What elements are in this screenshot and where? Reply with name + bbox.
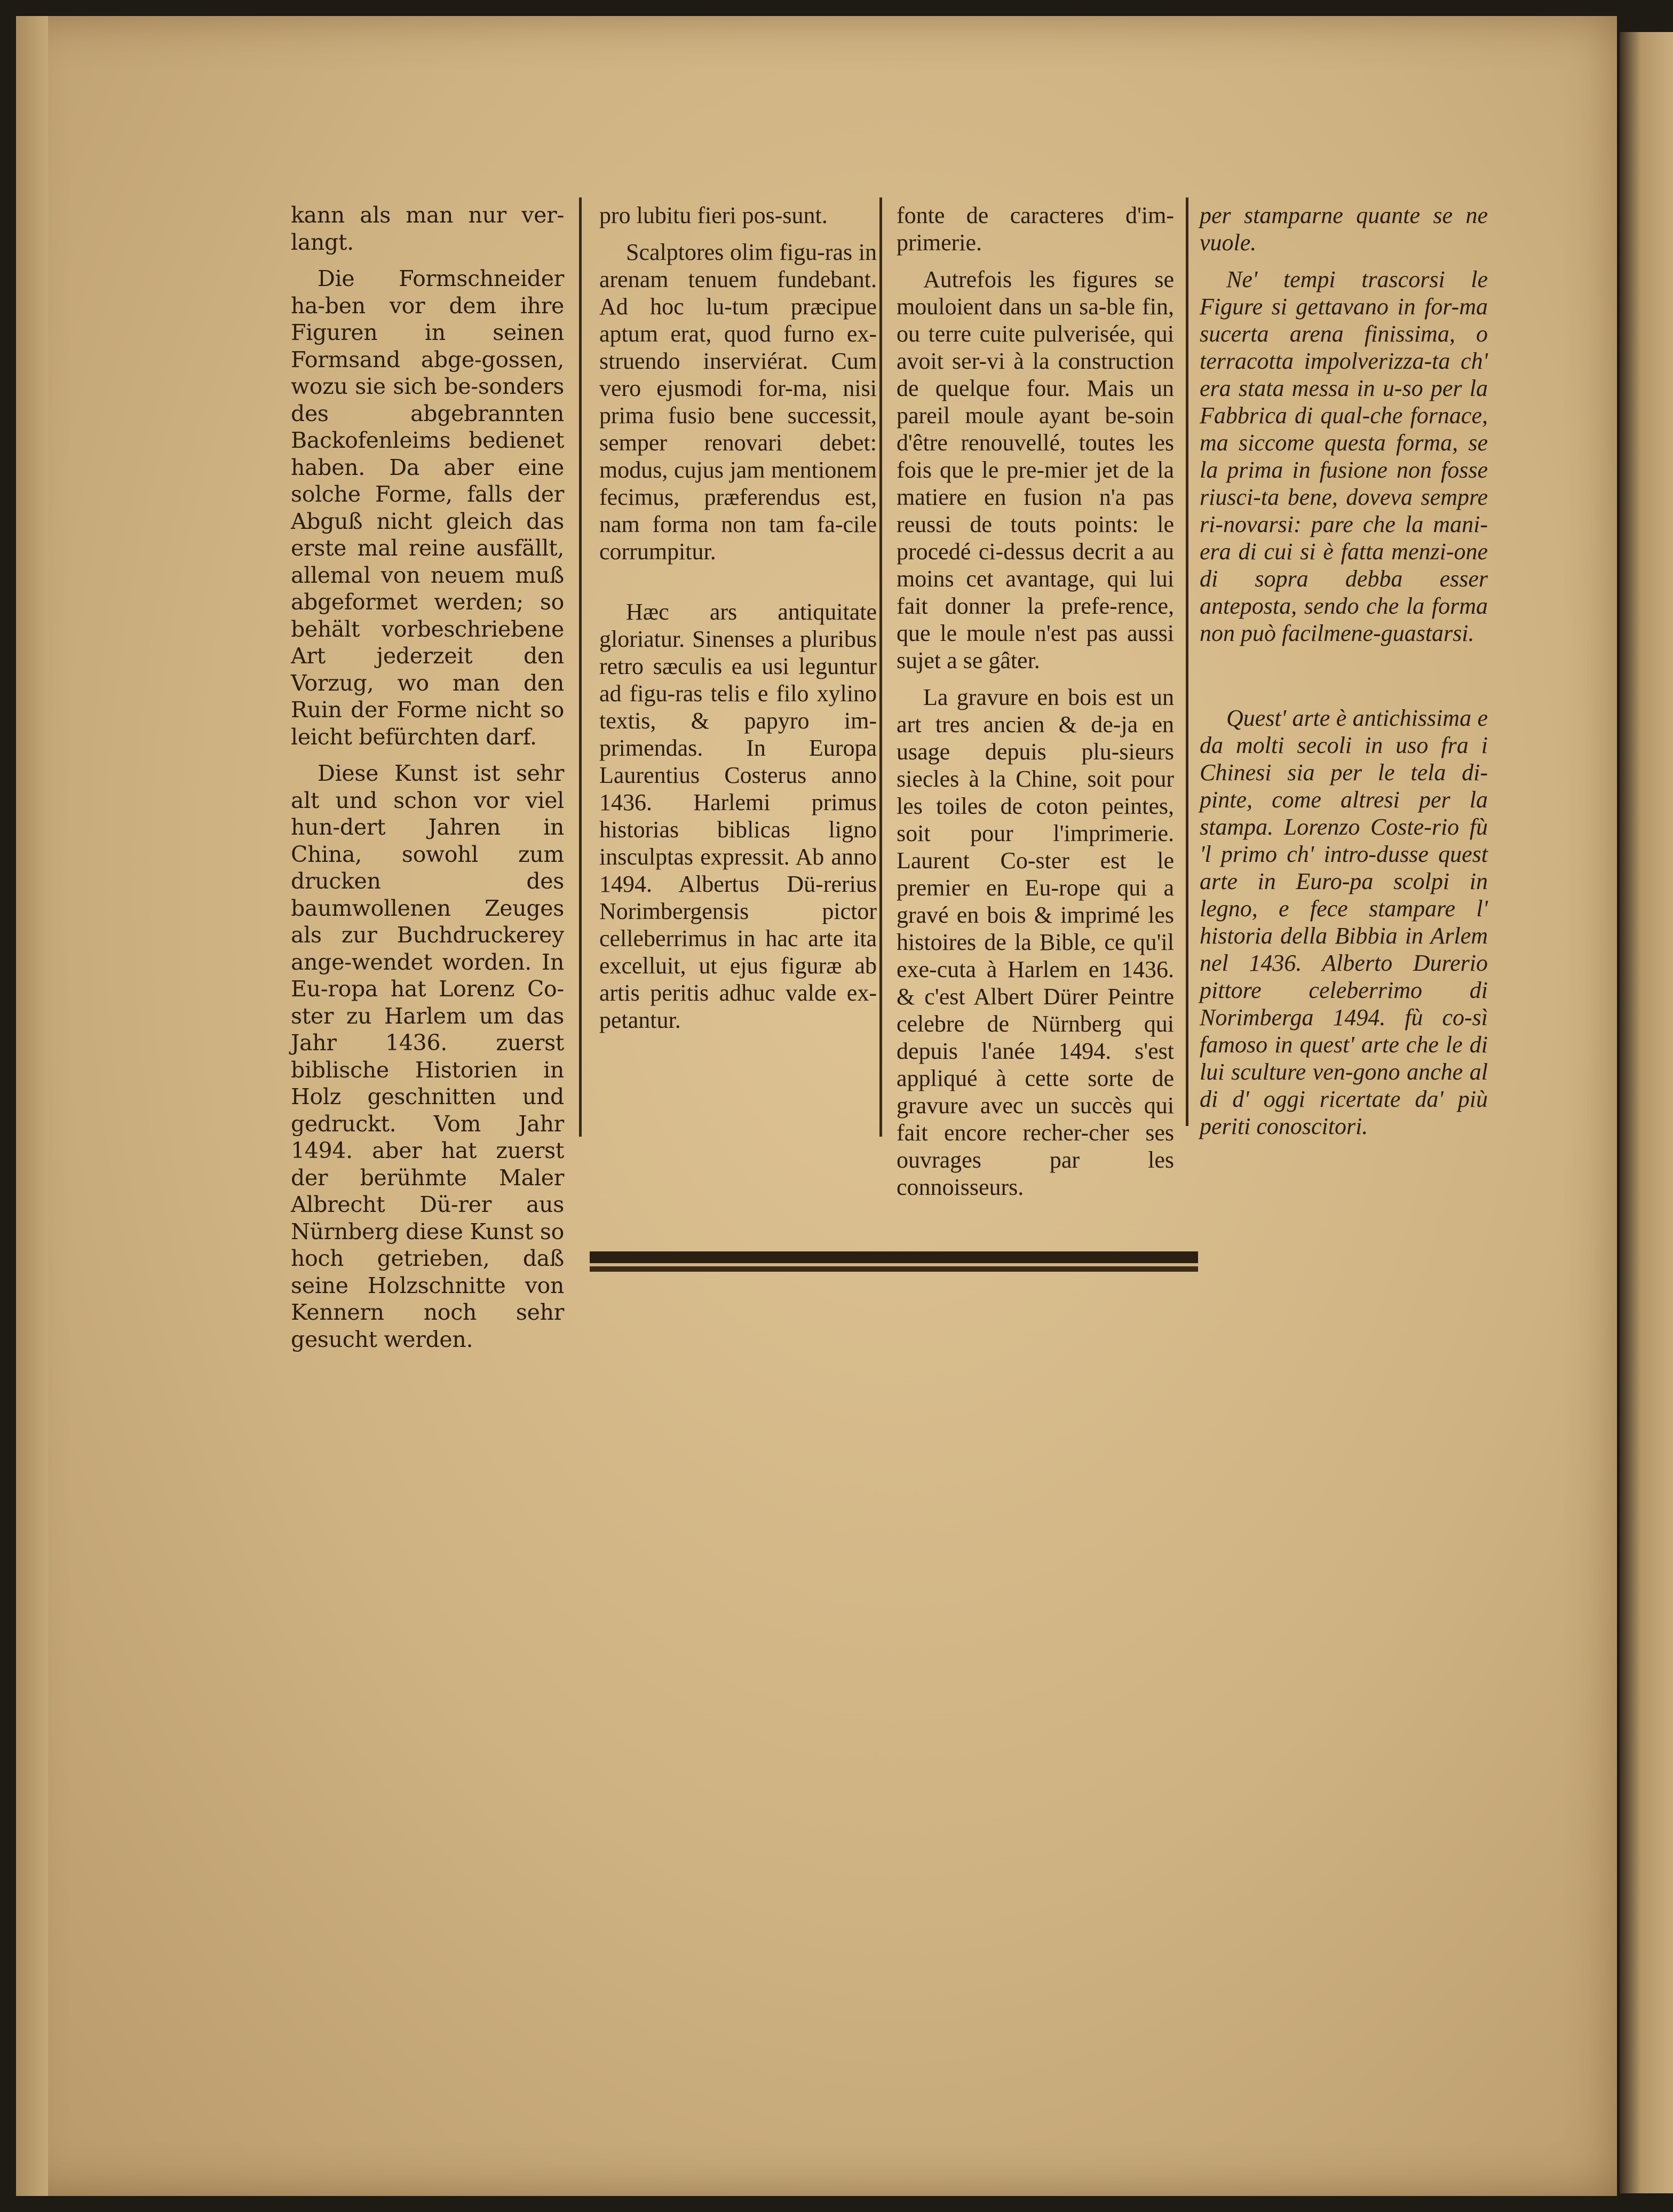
french-column (897, 202, 1174, 1210)
italian-column (1200, 202, 1488, 1149)
german-paragraph-1: kann als man nur ver-langt. (291, 202, 564, 255)
french-paragraph-3: La gravure en bois est un art tres ancien & de-ja en usage depuis plu-sieurs siecles à la Chine, soit pour les toiles de coton peintes, soit pour l'imprimerie. Laurent Co-ster est le premier en Eu-rope qui a gravé en bois & imprimé les histoires de la Bible, ce qu'il exe-cuta à Harlem en 1436. & c'est Albert Dürer Peintre celebre de Nürnberg qui depuis l'anée 1494. s'est appliqué à cette sorte de gravure avec un succès qui fait encore recher-cher ses ouvrages par les connoisseurs. (897, 684, 1174, 1200)
french-paragraph-2: Autrefois les figures se mouloient dans un sa-ble fin, ou terre cuite pulverisée, qui avoit ser-vi à la construction de quelque four. Mais un pareil moule ayant be-soin d'être renouvellé, toutes les fois que le pre-mier jet de la matiere en fusion n'a pas reussi de touts points: le procedé ci-dessus decrit a au moins cet avantage, qui lui fait donner la prefe-rence, que le moule n'est pas aussi sujet a se gâter. (897, 266, 1174, 673)
column-divider (1186, 197, 1188, 1126)
column-divider (879, 197, 882, 1137)
italian-paragraph-3: Quest' arte è antichissima e da molti secoli in uso fra i Chinesi sia per le tela di-pinte, come altresi per la stampa. Lorenzo Coste-rio fù 'l primo ch' intro-dusse quest arte in Euro-pa scolpi in legno, e fece stampare l' historia della Bibbia in Arlem nel 1436. Alberto Durerio pittore celeberrimo di Norimberga 1494. fù co-sì famoso in quest' arte che le di lui sculture ven-gono anche al di d' oggi ricertate da' più periti conoscitori. (1200, 705, 1488, 1139)
latin-column (599, 202, 877, 1043)
italian-paragraph-1: per stamparne quante se ne vuole. (1200, 202, 1488, 256)
facing-page-edge (1620, 32, 1673, 2193)
italian-paragraph-2: Ne' tempi trascorsi le Figure si gettavano in for-ma sucerta arena finissima, o terracotta impolverizza-ta ch' era stata messa in u-so per la Fabbrica di qual-che fornace, ma siccome questa forma, se la prima in fusione non fosse riusci-ta bene, doveva sempre ri-novarsi: pare che la mani-era di cui si è fatta menzi-one di sopra debba esser anteposta, sendo che la forma non può facilmene-guastarsi. (1200, 266, 1488, 646)
latin-paragraph-3: Hæc ars antiquitate gloriatur. Sinenses a pluribus retro sæculis ea usi leguntur ad figu-ras telis e filo xylino textis, & papyro im-primendas. In Europa Laurentius Costerus anno 1436. Harlemi primus historias biblicas ligno insculptas expressit. Ab anno 1494. Albertus Dü-rerius Norimbergensis pictor celleberrimus in hac arte ita excelluit, ut ejus figuræ ab artis peritis adhuc valde ex-petantur. (599, 599, 877, 1033)
end-rule (590, 1251, 1198, 1266)
column-divider (579, 197, 582, 1137)
page-edge (16, 16, 48, 2196)
german-column (291, 202, 564, 1362)
french-paragraph-1: fonte de caracteres d'im-primerie. (897, 202, 1174, 256)
german-paragraph-2: Die Formschneider ha-ben vor dem ihre Figuren in seinen Formsand abge-gossen, wozu sie sich be-sonders des abgebrannten Backofenleims bedienet haben. Da aber eine solche Forme, falls der Abguß nicht gleich das erste mal reine ausfällt, allemal von neuem muß abgeformet werden; so behält vorbeschriebene Art jederzeit den Vorzug, wo man den Ruin der Forme nicht so leicht befürchten darf. (291, 266, 564, 750)
latin-paragraph-1: pro lubitu fieri pos-sunt. (599, 202, 828, 228)
latin-paragraph-2: Scalptores olim figu-ras in arenam tenuem fundebant. Ad hoc lu-tum præcipue aptum erat, quod furno ex-struendo inserviérat. Cum vero ejusmodi for-ma, nisi prima fusio bene successit, semper renovari debet: modus, cujus jam mentionem fecimus, præferendus est, nam forma non tam fa-cile corrumpitur. (599, 239, 877, 565)
german-paragraph-3: Diese Kunst ist sehr alt und schon vor viel hun-dert Jahren in China, sowohl zum drucken des baumwollenen Zeuges als zur Buchdruckerey ange-wendet worden. In Eu-ropa hat Lorenz Co-ster zu Harlem um das Jahr 1436. zuerst biblische Historien in Holz geschnitten und gedruckt. Vom Jahr 1494. aber hat zuerst der berühmte Maler Albrecht Dü-rer aus Nürnberg diese Kunst so hoch getrieben, daß seine Holzschnitte von Kennern noch sehr gesucht werden. (291, 760, 564, 1352)
